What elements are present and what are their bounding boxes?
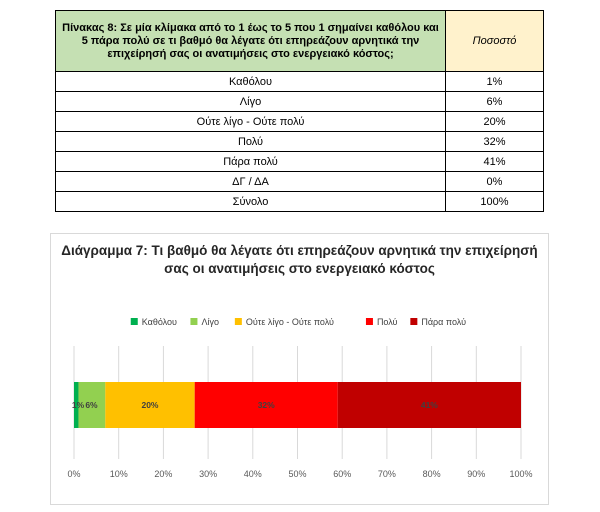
- x-tick-label: 10%: [109, 469, 128, 479]
- row-value: 0%: [446, 172, 544, 192]
- x-tick-label: 90%: [467, 469, 486, 479]
- legend-entry: Πολύ: [376, 317, 398, 327]
- table-row: [56, 72, 544, 92]
- row-value: 1%: [446, 72, 544, 92]
- legend-swatch: [410, 318, 417, 325]
- x-tick-label: 80%: [422, 469, 441, 479]
- legend-entry: Λίγο: [201, 317, 219, 327]
- data-label: 20%: [141, 400, 159, 410]
- data-label: 32%: [257, 400, 275, 410]
- survey-table: [55, 10, 544, 212]
- row-value: 32%: [446, 132, 544, 152]
- row-label: Πάρα πολύ: [56, 152, 446, 172]
- table-total-row: [56, 192, 544, 212]
- legend-entry: Ούτε λίγο - Ούτε πολύ: [245, 317, 334, 327]
- row-value: 100%: [446, 192, 544, 212]
- data-label: 6%: [85, 400, 98, 410]
- row-value: 41%: [446, 152, 544, 172]
- legend-swatch: [131, 318, 138, 325]
- row-label: Σύνολο: [56, 192, 446, 212]
- row-label: ΔΓ / ΔΑ: [56, 172, 446, 192]
- x-tick-label: 40%: [243, 469, 262, 479]
- row-value: 20%: [446, 112, 544, 132]
- legend-swatch: [366, 318, 373, 325]
- row-label: Πολύ: [56, 132, 446, 152]
- table-row: [56, 132, 544, 152]
- table-question-header: Πίνακας 8: Σε μία κλίμακα από το 1 έως το 5 που 1 σημαίνει καθόλου και 5 πάρα πολύ σε τι βαθμό θα λέγατε ότι επηρεάζουν αρνητικά την επιχείρησή σας οι ανατιμήσεις στο ενεργειακό κόστος;: [56, 11, 446, 72]
- legend-swatch: [190, 318, 197, 325]
- chart-title: Διάγραμμα 7: Τι βαθμό θα λέγατε ότι επηρεάζουν αρνητικά την επιχείρησή σας οι ανατιμήσεις στο ενεργειακό κόστος: [61, 243, 538, 276]
- legend-entry: Καθόλου: [141, 317, 177, 327]
- chart-area: [50, 233, 549, 505]
- table-row: [56, 152, 544, 172]
- row-label: Λίγο: [56, 92, 446, 112]
- table-percentage-header: Ποσοστό: [446, 11, 544, 72]
- x-tick-label: 70%: [377, 469, 396, 479]
- data-label: 1%: [71, 400, 85, 410]
- table-row: [56, 112, 544, 132]
- row-label: Καθόλου: [56, 72, 446, 92]
- x-tick-label: 60%: [333, 469, 352, 479]
- x-tick-label: 20%: [154, 469, 173, 479]
- table-row: [56, 172, 544, 192]
- row-value: 6%: [446, 92, 544, 112]
- x-tick-label: 30%: [199, 469, 218, 479]
- table-header-row: [56, 11, 544, 72]
- legend-swatch: [235, 318, 242, 325]
- table-row: [56, 92, 544, 112]
- row-label: Ούτε λίγο - Ούτε πολύ: [56, 112, 446, 132]
- data-label: 41%: [420, 400, 438, 410]
- x-tick-label: 50%: [288, 469, 307, 479]
- x-tick-label: 0%: [67, 469, 81, 479]
- x-tick-label: 100%: [509, 469, 533, 479]
- legend-entry: Πάρα πολύ: [421, 317, 467, 327]
